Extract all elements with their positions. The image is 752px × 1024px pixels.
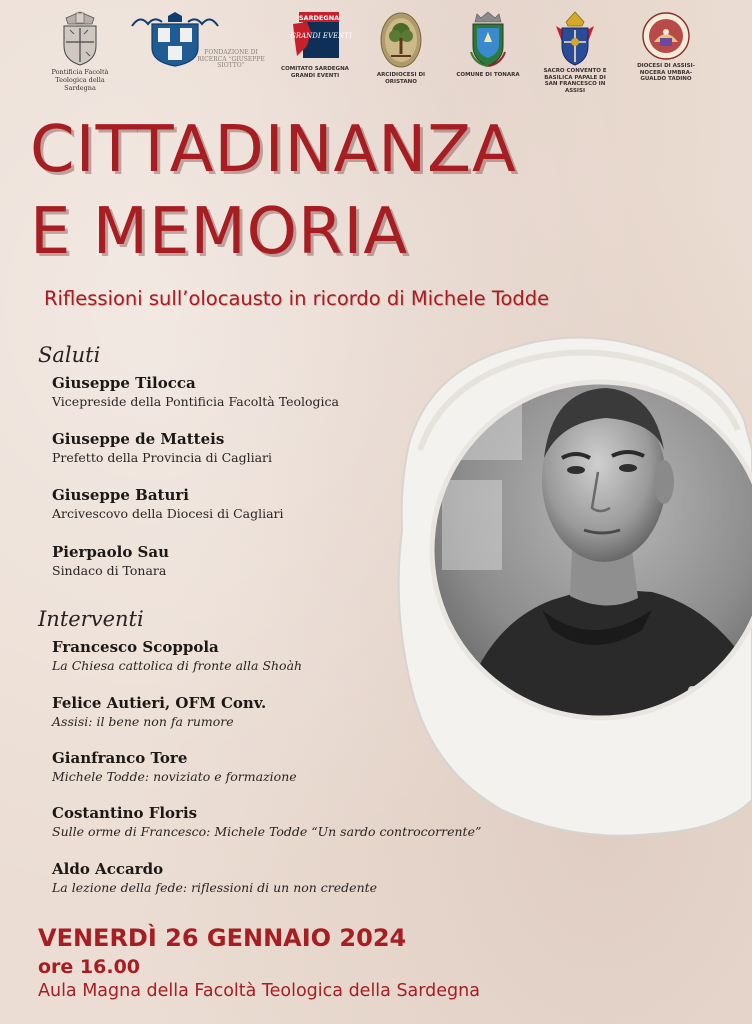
event-time: ore 16.00 (38, 956, 141, 978)
interventi-heading: Interventi (38, 607, 144, 631)
logo-caption-comitato: COMITATO SARDEGNA GRANDI EVENTI (281, 66, 349, 79)
logo-comune-tonara (452, 12, 524, 79)
logo-caption-comune: COMUNE DI TONARA (456, 72, 520, 78)
talk-topic: Assisi: il bene non fa rumore (52, 714, 234, 729)
saluti-item (52, 430, 272, 466)
interventi-item (52, 860, 377, 896)
talk-topic: La Chiesa cattolica di fronte alla Shoàh (52, 658, 303, 673)
logo-diocesi (630, 12, 702, 83)
speaker-name: Giuseppe de Matteis (52, 430, 225, 448)
speaker-name: Giuseppe Tilocca (52, 374, 196, 392)
portrait-photo (392, 330, 752, 840)
talk-topic: Michele Todde: noviziato e formazione (52, 769, 297, 784)
logo-arcidiocesi (366, 12, 436, 85)
talk-topic: La lezione della fede: riflessioni di un non credente (52, 880, 378, 895)
speaker-name: Giuseppe Baturi (52, 486, 189, 504)
logo-caption-arcidiocesi: ARCIDIOCESI DI ORISTANO (376, 72, 426, 85)
logo-caption-fondazione: FONDAZIONE DI RICERCA “GIUSEPPE SIOTTO” (197, 49, 265, 69)
speaker-role: Sindaco di Tonara (52, 563, 167, 578)
speaker-name: Pierpaolo Sau (52, 543, 170, 561)
logo-pftds (40, 12, 120, 92)
speaker-role: Vicepreside della Pontificia Facoltà Teologica (52, 394, 339, 409)
speaker-name: Felice Autieri, OFM Conv. (52, 694, 267, 712)
title-line-2: E MEMORIA (30, 195, 409, 269)
title-line-1: CITTADINANZA (30, 113, 517, 187)
event-venue: Aula Magna della Facoltà Teologica della Sardegna (38, 981, 480, 1001)
sge-badge-bottom: GRANDI EVENTI (290, 32, 352, 40)
speaker-role: Prefetto della Provincia di Cagliari (52, 450, 273, 465)
portrait-michele-todde (392, 330, 752, 840)
saluti-item (52, 486, 284, 522)
saluti-item (52, 543, 169, 579)
interventi-item (52, 749, 297, 785)
saluti-heading: Saluti (38, 343, 101, 367)
town-crest-icon (467, 12, 509, 68)
sardegna-grandi-eventi-icon (289, 12, 352, 60)
logo-caption-diocesi: DIOCESI DI ASSISI- NOCERA UMBRA- GUALDO TADINO (637, 63, 695, 82)
interventi-item (52, 638, 302, 674)
talk-topic: Sulle orme di Francesco: Michele Todde “Un sardo controcorrente” (52, 824, 482, 839)
tree-emblem-icon (379, 12, 423, 68)
speaker-name: Francesco Scoppola (52, 638, 219, 656)
speaker-name: Costantino Floris (52, 804, 198, 822)
interventi-item (52, 804, 481, 840)
logo-sacro-convento (540, 12, 610, 94)
basilica-crest-icon (552, 12, 598, 66)
diocesi-seal-icon (642, 12, 690, 60)
speaker-name: Aldo Accardo (52, 860, 164, 878)
logo-caption-pftds: Pontificia Facoltà Teologica della Sardegna (51, 68, 109, 92)
speaker-name: Gianfranco Tore (52, 749, 188, 767)
speaker-role: Arcivescovo della Diocesi di Cagliari (52, 506, 284, 521)
saluti-item (52, 374, 339, 410)
logo-caption-sacro-convento: SACRO CONVENTO E BASILICA PAPALE DI SAN FRANCESCO IN ASSISI (543, 68, 607, 94)
subtitle: Riflessioni sull’olocausto in ricordo di Michele Todde (44, 287, 550, 310)
logo-fondazione (130, 12, 270, 69)
interventi-item (52, 694, 266, 730)
sge-badge-top: SARDEGNA (298, 14, 340, 22)
event-date: VENERDÌ 26 GENNAIO 2024 (38, 924, 407, 952)
logo-sardegna-grandi-eventi (280, 12, 350, 79)
papal-crest-icon (58, 12, 102, 66)
logo-bar (40, 12, 700, 112)
